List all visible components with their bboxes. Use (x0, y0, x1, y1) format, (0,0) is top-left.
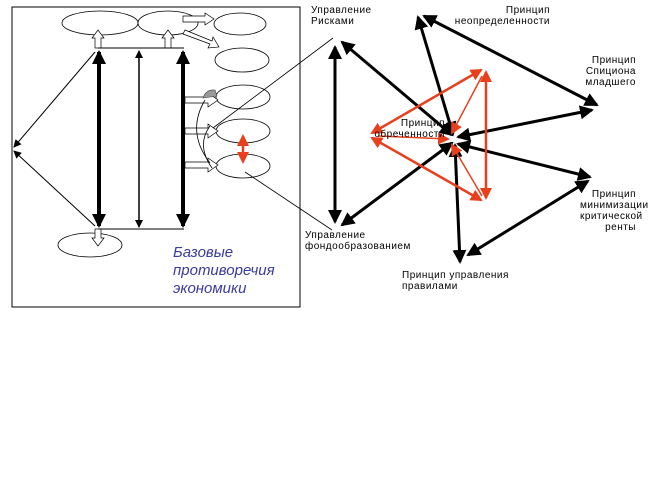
label-rules-mgmt: Принцип управления правилами (402, 270, 509, 292)
right-ellipse-2 (215, 48, 269, 72)
label-spitzona: Принцип Спициона младшего (585, 55, 636, 88)
label-uncertainty: Принцип неопределенности (454, 5, 550, 27)
label-resolved: Принцип обреченности (374, 118, 445, 140)
label-risk-mgmt: Управление Рисками (311, 5, 372, 27)
label-critical-rent: Принцип минимизации критической ренты (580, 189, 649, 233)
top-left-ellipse (62, 11, 138, 35)
right-ellipse-1 (214, 13, 266, 35)
label-fund-mgmt: Управление фондообразованием (305, 230, 411, 252)
bottom-left-ellipse (58, 233, 122, 257)
base-contradictions-title: Базовые противоречия экономики (173, 244, 275, 297)
